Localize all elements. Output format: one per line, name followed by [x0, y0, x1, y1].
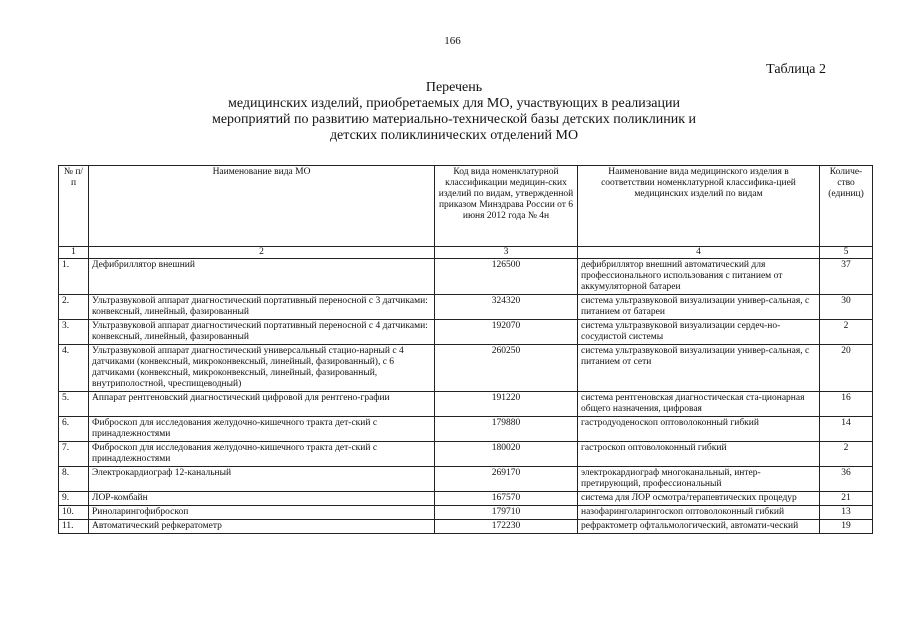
- row-number: 8.: [59, 467, 89, 492]
- device-type-name: электрокардиограф многоканальный, интер-претирующий, профессиональный: [578, 467, 820, 492]
- quantity: 14: [820, 417, 873, 442]
- device-type-name: система ультразвуковой визуализации сердеч-но-сосудистой системы: [578, 320, 820, 345]
- row-number: 9.: [59, 492, 89, 506]
- row-number: 6.: [59, 417, 89, 442]
- quantity: 20: [820, 345, 873, 392]
- table-label: Таблица 2: [766, 62, 826, 77]
- table-row: [59, 506, 873, 520]
- page-number: 166: [444, 35, 461, 47]
- row-number: 5.: [59, 392, 89, 417]
- classification-code: 269170: [435, 467, 578, 492]
- classification-code: 260250: [435, 345, 578, 392]
- table-row: [59, 320, 873, 345]
- classification-code: 324320: [435, 295, 578, 320]
- row-number: 11.: [59, 520, 89, 534]
- device-type-name: система рентгеновская диагностическая ста-ционарная общего назначения, цифровая: [578, 392, 820, 417]
- device-type-name: гастроскоп оптоволоконный гибкий: [578, 442, 820, 467]
- row-number: 1.: [59, 259, 89, 295]
- device-type-name: рефрактометр офтальмологический, автомати-ческий: [578, 520, 820, 534]
- mo-type-name: Аппарат рентгеновский диагностический цифровой для рентгено-графии: [89, 392, 435, 417]
- table-row: [59, 492, 873, 506]
- device-type-name: система ультразвуковой визуализации универ-сальная, с питанием от сети: [578, 345, 820, 392]
- classification-code: 191220: [435, 392, 578, 417]
- quantity: 13: [820, 506, 873, 520]
- table-row: [59, 417, 873, 442]
- mo-type-name: Риноларингофиброскоп: [89, 506, 435, 520]
- mo-type-name: ЛОР-комбайн: [89, 492, 435, 506]
- column-number: 4: [578, 247, 820, 259]
- row-number: 4.: [59, 345, 89, 392]
- title-line: мероприятий по развитию материально-технической базы детских поликлиник и: [211, 112, 697, 127]
- device-type-name: система для ЛОР осмотра/терапевтических процедур: [578, 492, 820, 506]
- medical-devices-table: [58, 165, 873, 534]
- classification-code: 192070: [435, 320, 578, 345]
- column-number: 2: [89, 247, 435, 259]
- mo-type-name: Фиброскоп для исследования желудочно-кишечного тракта дет-ский с принадлежностями: [89, 417, 435, 442]
- classification-code: 126500: [435, 259, 578, 295]
- mo-type-name: Автоматический рефкератометр: [89, 520, 435, 534]
- quantity: 16: [820, 392, 873, 417]
- title-line: медицинских изделий, приобретаемых для МО, участвующих в реализации: [228, 96, 680, 111]
- mo-type-name: Ультразвуковой аппарат диагностический портативный переносной с 3 датчиками: конвексный, линейный, фазированный: [89, 295, 435, 320]
- device-type-name: дефибриллятор внешний автоматический для профессионального использования с питанием от аккумуляторной батареи: [578, 259, 820, 295]
- quantity: 2: [820, 442, 873, 467]
- device-type-name: назофаринголарингоскоп оптоволоконный гибкий: [578, 506, 820, 520]
- quantity: 36: [820, 467, 873, 492]
- mo-type-name: Дефибриллятор внешний: [89, 259, 435, 295]
- row-number: 10.: [59, 506, 89, 520]
- table-row: [59, 259, 873, 295]
- table-row: [59, 345, 873, 392]
- device-type-name: система ультразвуковой визуализации универ-сальная, с питанием от батареи: [578, 295, 820, 320]
- row-number: 2.: [59, 295, 89, 320]
- column-number: 3: [435, 247, 578, 259]
- classification-code: 172230: [435, 520, 578, 534]
- document-title: [180, 80, 728, 144]
- column-number-row: [59, 247, 873, 259]
- row-number: 7.: [59, 442, 89, 467]
- mo-type-name: Ультразвуковой аппарат диагностический портативный переносной с 4 датчиками: конвексный, линейный, фазированный: [89, 320, 435, 345]
- row-number: 3.: [59, 320, 89, 345]
- classification-code: 179880: [435, 417, 578, 442]
- title-line: детских поликлинических отделений МО: [329, 128, 579, 143]
- mo-type-name: Электрокардиограф 12-канальный: [89, 467, 435, 492]
- quantity: 37: [820, 259, 873, 295]
- mo-type-name: Ультразвуковой аппарат диагностический универсальный стацио-нарный с 4 датчиками (конвексный, микроконвексный, линейный, фазированный), с 6 датчиками (конвексный, микроконвексный, линейный, фазированный, внутриполостной, чреспищеводный): [89, 345, 435, 392]
- table-row: [59, 467, 873, 492]
- table-row: [59, 520, 873, 534]
- classification-code: 179710: [435, 506, 578, 520]
- classification-code: 167570: [435, 492, 578, 506]
- header-code: Код вида номенклатурной классификации медицин-ских изделий по видам, утвержденной приказом Минздрава России от 6 июня 2012 года № 4н: [435, 166, 578, 247]
- quantity: 2: [820, 320, 873, 345]
- header-no: № п/п: [59, 166, 89, 247]
- header-device: Наименование вида медицинского изделия в соответствии номенклатурной классифика-цией медицинских изделий по видам: [578, 166, 820, 247]
- column-number: 5: [820, 247, 873, 259]
- column-number: 1: [59, 247, 89, 259]
- quantity: 21: [820, 492, 873, 506]
- header-name: Наименование вида МО: [89, 166, 435, 247]
- classification-code: 180020: [435, 442, 578, 467]
- table-row: [59, 442, 873, 467]
- quantity: 30: [820, 295, 873, 320]
- table-header-row: [59, 166, 873, 247]
- quantity: 19: [820, 520, 873, 534]
- header-qty: Количе-ство (единиц): [820, 166, 873, 247]
- mo-type-name: Фиброскоп для исследования желудочно-кишечного тракта дет-ский с принадлежностями: [89, 442, 435, 467]
- title-line: Перечень: [425, 80, 483, 95]
- device-type-name: гастродуоденоскоп оптоволоконный гибкий: [578, 417, 820, 442]
- table-row: [59, 295, 873, 320]
- table-row: [59, 392, 873, 417]
